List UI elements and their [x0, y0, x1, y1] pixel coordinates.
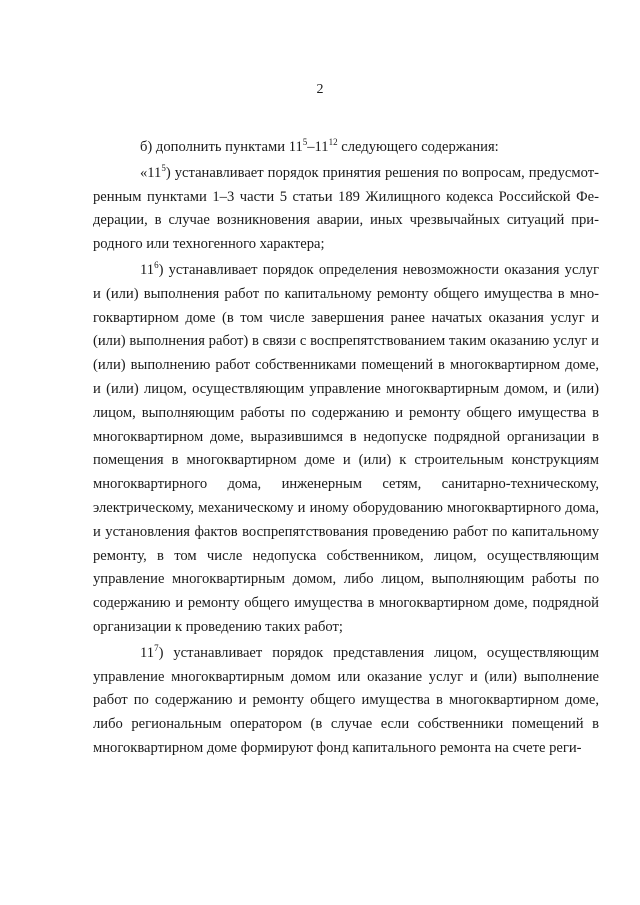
text-run: «11 — [140, 164, 162, 181]
text-run: следующего содержания: — [337, 139, 499, 155]
document-body — [93, 136, 599, 761]
text-run: ) устанавливает порядок принятия решения по вопросам, предусмотренным пунктами 1–3 части 5 статьи 189 Жилищного кодекса Российской Федерации, в случае возникновения аварии, иных чрезвычайных ситуаций природного или техногенного характера; — [93, 164, 599, 253]
page-number: 2 — [316, 82, 324, 97]
superscript: 12 — [328, 137, 338, 147]
text-run: ) устанавливает порядок представления лицом, осуществляющим управление многоквартирным домом или оказание услуг и (или) выполнение работ по содержанию и ремонту общего имущества в многоквартирном доме, либо региональным оператором (в случае если собственники помещений в многоквартирном доме формируют фонд капитального ремонта на счете реги- — [93, 644, 599, 756]
superscript: 5 — [161, 162, 166, 173]
superscript: 5 — [302, 137, 308, 147]
superscript: 6 — [154, 259, 159, 270]
text-run: 11 — [140, 261, 155, 278]
text-run: 11 — [140, 644, 155, 661]
paragraph-item-11-5 — [93, 162, 599, 257]
superscript: 7 — [154, 642, 159, 653]
paragraph-item-11-6 — [93, 259, 599, 640]
text-run: ) устанавливает порядок определения невозможности оказания услуг и (или) выполнения работ по капитальному ремонту общего имущества в многоквартирном доме (в том числе завершения ранее начатых оказания услуг и (или) выполнения работ) в связи с воспрепятствованием таким оказанию услуг и (или) выполнению работ собственниками помещений в многоквартирном доме, и (или) лицом, осуществляющим управление многоквартирным домом, и (или) лицом, выполняющим работы по содержанию и ремонту общего имущества в многоквартирном доме, выразившимся в недопуске подрядной организации в помещения в многоквартирном доме и (или) к строительным конструкциям многоквартирного дома, инженерным сетям, санитарно-техническому, электрическому, механическому и иному оборудованию многоквартирного дома, и установления фактов воспрепятствования проведению работ по капитальному ремонту, в том числе недопуска собственником, лицом, осуществляющим управление многоквартирным домом, либо лицом, выполняющим работы по содержанию и ремонту общего имущества в многоквартирном доме, подрядной организации к проведению таких работ; — [93, 261, 599, 635]
text-run: б) дополнить пунктами 11 — [140, 139, 303, 155]
paragraph-amendment-intro — [93, 136, 599, 160]
paragraph-item-11-7 — [93, 642, 599, 761]
text-run: –11 — [307, 139, 329, 155]
